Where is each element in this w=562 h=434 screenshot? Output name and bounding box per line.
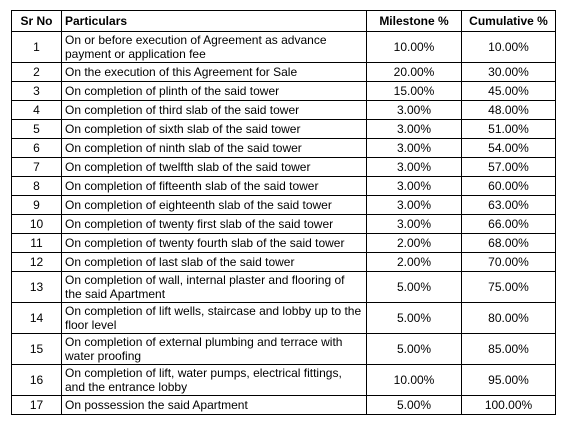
table-row: [12, 139, 556, 158]
cumulative-cell: 70.00%: [462, 253, 556, 272]
particulars-cell: On completion of twelfth slab of the said tower: [62, 158, 367, 177]
sr-no-cell: 7: [12, 158, 62, 177]
milestone-cell: 10.00%: [367, 365, 462, 396]
particulars-cell: On completion of third slab of the said tower: [62, 101, 367, 120]
particulars-cell: On completion of last slab of the said tower: [62, 253, 367, 272]
milestone-cell: 3.00%: [367, 177, 462, 196]
sr-no-cell: 4: [12, 101, 62, 120]
cumulative-cell: 63.00%: [462, 196, 556, 215]
sr-no-cell: 10: [12, 215, 62, 234]
table-row: [12, 365, 556, 396]
cumulative-cell: 48.00%: [462, 101, 556, 120]
cumulative-cell: 10.00%: [462, 32, 556, 63]
milestone-cell: 3.00%: [367, 101, 462, 120]
milestone-cell: 3.00%: [367, 196, 462, 215]
header-sr-no: Sr No: [12, 11, 62, 32]
cumulative-cell: 60.00%: [462, 177, 556, 196]
cumulative-cell: 57.00%: [462, 158, 556, 177]
particulars-cell: On completion of twenty first slab of the said tower: [62, 215, 367, 234]
milestone-cell: 2.00%: [367, 234, 462, 253]
particulars-cell: On possession the said Apartment: [62, 396, 367, 415]
cumulative-cell: 95.00%: [462, 365, 556, 396]
particulars-cell: On completion of lift, water pumps, electrical fittings, and the entrance lobby: [62, 365, 367, 396]
table-row: [12, 234, 556, 253]
milestone-cell: 15.00%: [367, 82, 462, 101]
payment-schedule-table: [11, 10, 556, 415]
cumulative-cell: 45.00%: [462, 82, 556, 101]
milestone-cell: 3.00%: [367, 215, 462, 234]
cumulative-cell: 85.00%: [462, 334, 556, 365]
sr-no-cell: 5: [12, 120, 62, 139]
cumulative-cell: 30.00%: [462, 63, 556, 82]
cumulative-cell: 51.00%: [462, 120, 556, 139]
sr-no-cell: 16: [12, 365, 62, 396]
milestone-cell: 3.00%: [367, 120, 462, 139]
table-header-row: [12, 11, 556, 32]
particulars-cell: On completion of eighteenth slab of the said tower: [62, 196, 367, 215]
particulars-cell: On completion of fifteenth slab of the said tower: [62, 177, 367, 196]
milestone-cell: 5.00%: [367, 272, 462, 303]
cumulative-cell: 66.00%: [462, 215, 556, 234]
sr-no-cell: 14: [12, 303, 62, 334]
sr-no-cell: 17: [12, 396, 62, 415]
table-row: [12, 215, 556, 234]
particulars-cell: On completion of wall, internal plaster and flooring of the said Apartment: [62, 272, 367, 303]
table-row: [12, 303, 556, 334]
table-row: [12, 253, 556, 272]
table-row: [12, 101, 556, 120]
table-row: [12, 158, 556, 177]
cumulative-cell: 100.00%: [462, 396, 556, 415]
milestone-cell: 10.00%: [367, 32, 462, 63]
table-row: [12, 32, 556, 63]
sr-no-cell: 6: [12, 139, 62, 158]
sr-no-cell: 2: [12, 63, 62, 82]
milestone-cell: 3.00%: [367, 158, 462, 177]
particulars-cell: On or before execution of Agreement as advance payment or application fee: [62, 32, 367, 63]
table-row: [12, 196, 556, 215]
table-row: [12, 177, 556, 196]
table-row: [12, 272, 556, 303]
sr-no-cell: 13: [12, 272, 62, 303]
milestone-cell: 5.00%: [367, 396, 462, 415]
particulars-cell: On completion of ninth slab of the said tower: [62, 139, 367, 158]
header-cumulative: Cumulative %: [462, 11, 556, 32]
milestone-cell: 5.00%: [367, 334, 462, 365]
payment-schedule-container: [11, 10, 555, 415]
cumulative-cell: 54.00%: [462, 139, 556, 158]
sr-no-cell: 12: [12, 253, 62, 272]
particulars-cell: On completion of external plumbing and terrace with water proofing: [62, 334, 367, 365]
particulars-cell: On completion of lift wells, staircase and lobby up to the floor level: [62, 303, 367, 334]
cumulative-cell: 75.00%: [462, 272, 556, 303]
sr-no-cell: 15: [12, 334, 62, 365]
sr-no-cell: 9: [12, 196, 62, 215]
table-row: [12, 396, 556, 415]
table-row: [12, 120, 556, 139]
particulars-cell: On completion of twenty fourth slab of the said tower: [62, 234, 367, 253]
milestone-cell: 5.00%: [367, 303, 462, 334]
table-row: [12, 334, 556, 365]
milestone-cell: 20.00%: [367, 63, 462, 82]
header-particulars: Particulars: [62, 11, 367, 32]
particulars-cell: On completion of plinth of the said tower: [62, 82, 367, 101]
sr-no-cell: 3: [12, 82, 62, 101]
table-row: [12, 82, 556, 101]
sr-no-cell: 8: [12, 177, 62, 196]
particulars-cell: On completion of sixth slab of the said tower: [62, 120, 367, 139]
header-milestone: Milestone %: [367, 11, 462, 32]
sr-no-cell: 1: [12, 32, 62, 63]
milestone-cell: 2.00%: [367, 253, 462, 272]
milestone-cell: 3.00%: [367, 139, 462, 158]
table-body: [12, 32, 556, 415]
sr-no-cell: 11: [12, 234, 62, 253]
table-row: [12, 63, 556, 82]
particulars-cell: On the execution of this Agreement for Sale: [62, 63, 367, 82]
cumulative-cell: 68.00%: [462, 234, 556, 253]
cumulative-cell: 80.00%: [462, 303, 556, 334]
